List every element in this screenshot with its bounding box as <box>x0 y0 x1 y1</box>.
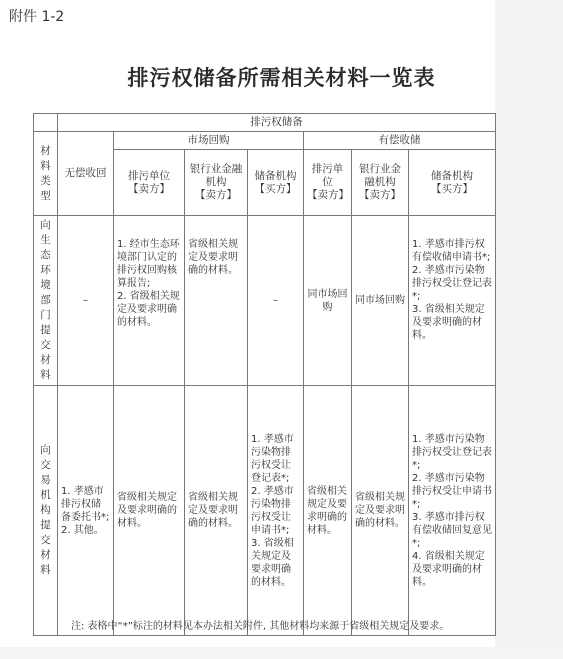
header-emitter-seller: 排污单位 【卖方】 <box>114 150 185 216</box>
header-market-buyback: 市场回购 <box>114 132 304 150</box>
header-reserve-buyer: 储备机构 【买方】 <box>248 150 304 216</box>
table-cell: – <box>248 216 304 386</box>
row-label-exchange: 向交易机构提交材料 <box>34 386 58 636</box>
table-cell: 省级相关规定及要求明确的材料。 <box>352 386 409 636</box>
header-paid-acquisition: 有偿收储 <box>304 132 496 150</box>
header-material-type: 材料类型 <box>34 132 58 216</box>
page-margin-shade <box>495 0 563 659</box>
page-title: 排污权储备所需相关材料一览表 <box>127 65 436 90</box>
table-cell: – <box>58 216 114 386</box>
header-free-recovery: 无偿收回 <box>58 132 114 216</box>
header-reserve: 排污权储备 <box>58 114 496 132</box>
header-bank-seller-paid: 银行业金融机构 【卖方】 <box>352 150 409 216</box>
table-cell: 同市场回购 <box>352 216 409 386</box>
table-cell: 省级相关规定及要求明确的材料。 <box>185 216 248 386</box>
page-bottom-shade <box>0 647 563 659</box>
header-reserve-buyer-paid: 储备机构 【买方】 <box>409 150 496 216</box>
header-blank <box>34 114 58 132</box>
table-cell: 省级相关规定及要求明确的材料。 <box>185 386 248 636</box>
table-cell: 省级相关规定及要求明确的材料。 <box>114 386 185 636</box>
attachment-label: 附件 1-2 <box>9 9 65 25</box>
table-cell: 同市场回购 <box>304 216 352 386</box>
table-cell: 1. 孝感市污染物排污权受让登记表*; 2. 孝感市污染物排污权受让申请书*; 3. 孝感市排污权有偿收储回复意见*; 4. 省级相关规定及要求明确的材料。 <box>409 386 496 636</box>
header-emitter-seller-paid: 排污单位 【卖方】 <box>304 150 352 216</box>
table-cell: 1. 经市生态环境部门认定的排污权回购核算报告; 2. 省级相关规定及要求明确的材料。 <box>114 216 185 386</box>
table-cell: 1. 孝感市排污权有偿收储申请书*; 2. 孝感市污染物排污权受让登记表*; 3. 省级相关规定及要求明确的材料。 <box>409 216 496 386</box>
materials-table <box>33 113 496 636</box>
row-label-environment: 向生态环境部门提交材料 <box>34 216 58 386</box>
header-bank-seller: 银行业金融机构 【卖方】 <box>185 150 248 216</box>
table-cell: 1. 孝感市污染物排污权受让登记表*; 2. 孝感市污染物排污权受让申请书*; 3. 省级相关规定及要求明确的材料。 <box>248 386 304 636</box>
table-cell: 省级相关规定及要求明确的材料。 <box>304 386 352 636</box>
table-cell: 1. 孝感市排污权储备委托书*; 2. 其他。 <box>58 386 114 636</box>
footnote: 注: 表格中“*”标注的材料见本办法相关附件, 其他材料均来源于省级相关规定及要求。 <box>71 621 450 632</box>
